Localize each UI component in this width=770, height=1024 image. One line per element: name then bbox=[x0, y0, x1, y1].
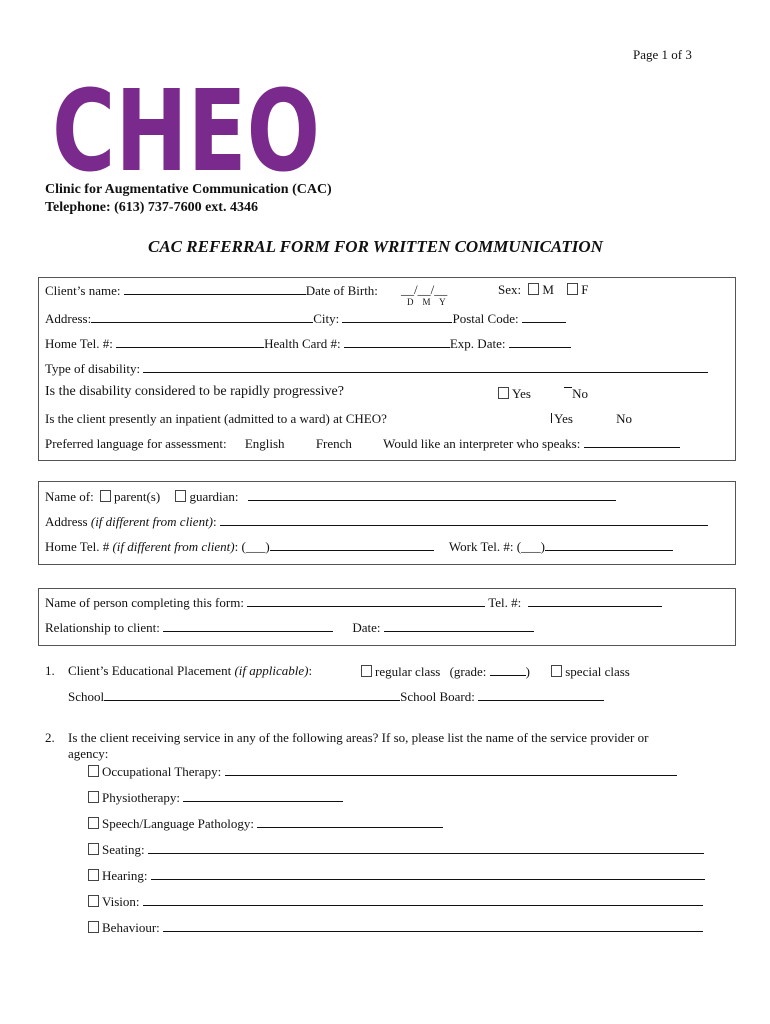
special-class-checkbox[interactable] bbox=[551, 665, 562, 677]
guardian-home-tel-note: (if different from client) bbox=[112, 539, 235, 554]
service-behaviour bbox=[88, 919, 703, 936]
sex-m-checkbox[interactable] bbox=[528, 283, 539, 295]
service-seating bbox=[88, 841, 704, 858]
service-pt-field[interactable] bbox=[183, 789, 343, 802]
service-physiotherapy bbox=[88, 789, 343, 806]
postal-code-field[interactable] bbox=[522, 310, 566, 323]
grade-label: (grade: bbox=[449, 664, 487, 679]
grade-close: ) bbox=[525, 664, 530, 679]
client-name-row bbox=[45, 282, 378, 299]
sex-f-label: F bbox=[581, 282, 589, 297]
cheo-logo bbox=[52, 72, 332, 182]
q1-number: 1. bbox=[45, 663, 55, 678]
work-tel-label: Work Tel. #: bbox=[448, 539, 514, 554]
service-vision-field[interactable] bbox=[143, 893, 703, 906]
service-slp-field[interactable] bbox=[257, 815, 443, 828]
school-board-label: School Board: bbox=[400, 689, 475, 704]
progressive-yes-checkbox[interactable] bbox=[498, 387, 509, 399]
address-row bbox=[45, 310, 566, 327]
guardian-name-row bbox=[45, 488, 616, 505]
progressive-options bbox=[498, 386, 588, 402]
home-tel-label: Home Tel. #: bbox=[45, 336, 113, 351]
clinic-name: Clinic for Augmentative Communication (CAC) bbox=[45, 182, 332, 197]
inpatient-question: Is the client presently an inpatient (admitted to a ward) at CHEO? bbox=[45, 411, 387, 426]
sex-row bbox=[498, 282, 588, 298]
service-behaviour-field[interactable] bbox=[163, 919, 703, 932]
grade-field[interactable] bbox=[490, 663, 526, 676]
guardian-home-tel-field[interactable] bbox=[270, 538, 434, 551]
service-label: Behaviour: bbox=[102, 920, 160, 935]
q2-number: 2. bbox=[45, 730, 55, 745]
service-label: Hearing: bbox=[102, 868, 148, 883]
school-board-field[interactable] bbox=[478, 688, 604, 701]
work-tel-area[interactable]: (___) bbox=[516, 539, 545, 554]
service-speech-language bbox=[88, 815, 443, 832]
phone-row bbox=[45, 335, 571, 352]
name-of-label: Name of: bbox=[45, 489, 94, 504]
relationship-field[interactable] bbox=[163, 619, 333, 632]
guardian-checkbox[interactable] bbox=[175, 490, 186, 502]
service-seating-checkbox[interactable] bbox=[88, 843, 99, 855]
form-title: CAC REFERRAL FORM FOR WRITTEN COMMUNICATION bbox=[148, 237, 603, 256]
dob-label: Date of Birth: bbox=[305, 283, 378, 298]
completer-tel-field[interactable] bbox=[528, 594, 662, 607]
q2-text-line1: Is the client receiving service in any of the following areas? If so, please list the name of the service provider or bbox=[68, 730, 649, 745]
guardian-address-label: Address bbox=[45, 514, 88, 529]
language-row bbox=[45, 435, 680, 452]
guardian-label: guardian: bbox=[189, 489, 239, 504]
inpatient-no-label[interactable]: No bbox=[616, 411, 633, 426]
progressive-question: Is the disability considered to be rapidly progressive? bbox=[45, 384, 344, 399]
page-number: Page 1 of 3 bbox=[633, 47, 692, 62]
special-class-label: special class bbox=[565, 664, 630, 679]
guardian-address-field[interactable] bbox=[220, 513, 708, 526]
relationship-label: Relationship to client: bbox=[45, 620, 160, 635]
address-label: Address: bbox=[45, 311, 92, 326]
language-french[interactable]: French bbox=[315, 436, 352, 451]
completer-date-field[interactable] bbox=[384, 619, 534, 632]
regular-class-label: regular class bbox=[375, 664, 441, 679]
service-label: Physiotherapy: bbox=[102, 790, 180, 805]
service-vision-checkbox[interactable] bbox=[88, 895, 99, 907]
completer-date-label: Date: bbox=[352, 620, 381, 635]
completer-row bbox=[45, 594, 662, 611]
completer-name-field[interactable] bbox=[247, 594, 485, 607]
service-hearing-field[interactable] bbox=[151, 867, 705, 880]
service-ot-field[interactable] bbox=[225, 763, 677, 776]
guardian-home-tel-area[interactable]: (___) bbox=[241, 539, 270, 554]
school-label: School bbox=[68, 689, 105, 704]
city-field[interactable] bbox=[342, 310, 452, 323]
inpatient-yes-mark[interactable] bbox=[551, 413, 552, 423]
service-vision bbox=[88, 893, 703, 910]
service-label: Vision: bbox=[102, 894, 140, 909]
service-pt-checkbox[interactable] bbox=[88, 791, 99, 803]
parent-checkbox[interactable] bbox=[100, 490, 111, 502]
disability-type-label: Type of disability: bbox=[45, 361, 141, 376]
dob-hint: D M Y bbox=[407, 297, 446, 307]
dob-field[interactable]: __/__/__ bbox=[401, 282, 448, 297]
interpreter-field[interactable] bbox=[584, 435, 680, 448]
parent-label: parent(s) bbox=[113, 489, 161, 504]
service-seating-field[interactable] bbox=[148, 841, 704, 854]
client-name-field[interactable] bbox=[124, 282, 306, 295]
school-field[interactable] bbox=[104, 688, 400, 701]
inpatient-options bbox=[551, 411, 632, 427]
sex-f-checkbox[interactable] bbox=[567, 283, 578, 295]
progressive-yes-label: Yes bbox=[512, 386, 531, 401]
exp-date-field[interactable] bbox=[509, 335, 571, 348]
guardian-name-field[interactable] bbox=[248, 488, 616, 501]
language-english[interactable]: English bbox=[244, 436, 285, 451]
address-field[interactable] bbox=[91, 310, 313, 323]
school-row bbox=[68, 688, 604, 705]
guardian-phone-row: Home Tel. # (if different from client): (___) Work Tel. #: (___) bbox=[45, 538, 673, 555]
completer-name-label: Name of person completing this form: bbox=[45, 595, 244, 610]
disability-row bbox=[45, 360, 708, 377]
q2-text-line2: agency: bbox=[68, 746, 109, 761]
service-ot-checkbox[interactable] bbox=[88, 765, 99, 777]
completer-tel-label: Tel. #: bbox=[488, 595, 522, 610]
work-tel-field[interactable] bbox=[545, 538, 673, 551]
q1-note: (if applicable) bbox=[234, 663, 309, 678]
exp-date-label: Exp. Date: bbox=[449, 336, 506, 351]
sex-m-label: M bbox=[542, 282, 554, 297]
postal-code-label: Postal Code: bbox=[452, 311, 519, 326]
progressive-no-label: No bbox=[572, 386, 589, 401]
health-card-label: Health Card #: bbox=[264, 336, 341, 351]
language-label: Preferred language for assessment: bbox=[45, 436, 227, 451]
inpatient-yes-label: Yes bbox=[554, 411, 573, 426]
clinic-telephone: Telephone: (613) 737-7600 ext. 4346 bbox=[45, 200, 258, 215]
client-name-label: Client’s name: bbox=[45, 283, 121, 298]
regular-class-checkbox[interactable] bbox=[361, 665, 372, 677]
home-tel-field[interactable] bbox=[116, 335, 264, 348]
progressive-no-mark[interactable] bbox=[564, 387, 572, 388]
q1-options bbox=[361, 663, 630, 680]
interpreter-label: Would like an interpreter who speaks: bbox=[383, 436, 581, 451]
service-label: Speech/Language Pathology: bbox=[102, 816, 254, 831]
service-hearing-checkbox[interactable] bbox=[88, 869, 99, 881]
sex-label: Sex: bbox=[498, 282, 522, 297]
service-hearing bbox=[88, 867, 705, 884]
guardian-address-row: Address (if different from client): bbox=[45, 513, 708, 530]
service-label: Occupational Therapy: bbox=[102, 764, 222, 779]
service-slp-checkbox[interactable] bbox=[88, 817, 99, 829]
disability-type-field[interactable] bbox=[143, 360, 708, 373]
service-behaviour-checkbox[interactable] bbox=[88, 921, 99, 933]
service-occupational-therapy bbox=[88, 763, 677, 780]
city-label: City: bbox=[313, 311, 340, 326]
q1-text: Client’s Educational Placement bbox=[68, 663, 232, 678]
svg-text:CHEO: CHEO bbox=[52, 72, 320, 182]
service-label: Seating: bbox=[102, 842, 145, 857]
q1-text-row: Client’s Educational Placement (if applicable): bbox=[68, 663, 313, 678]
relationship-row bbox=[45, 619, 534, 636]
health-card-field[interactable] bbox=[344, 335, 450, 348]
guardian-address-note: (if different from client) bbox=[90, 514, 214, 529]
guardian-home-tel-label: Home Tel. # bbox=[45, 539, 110, 554]
